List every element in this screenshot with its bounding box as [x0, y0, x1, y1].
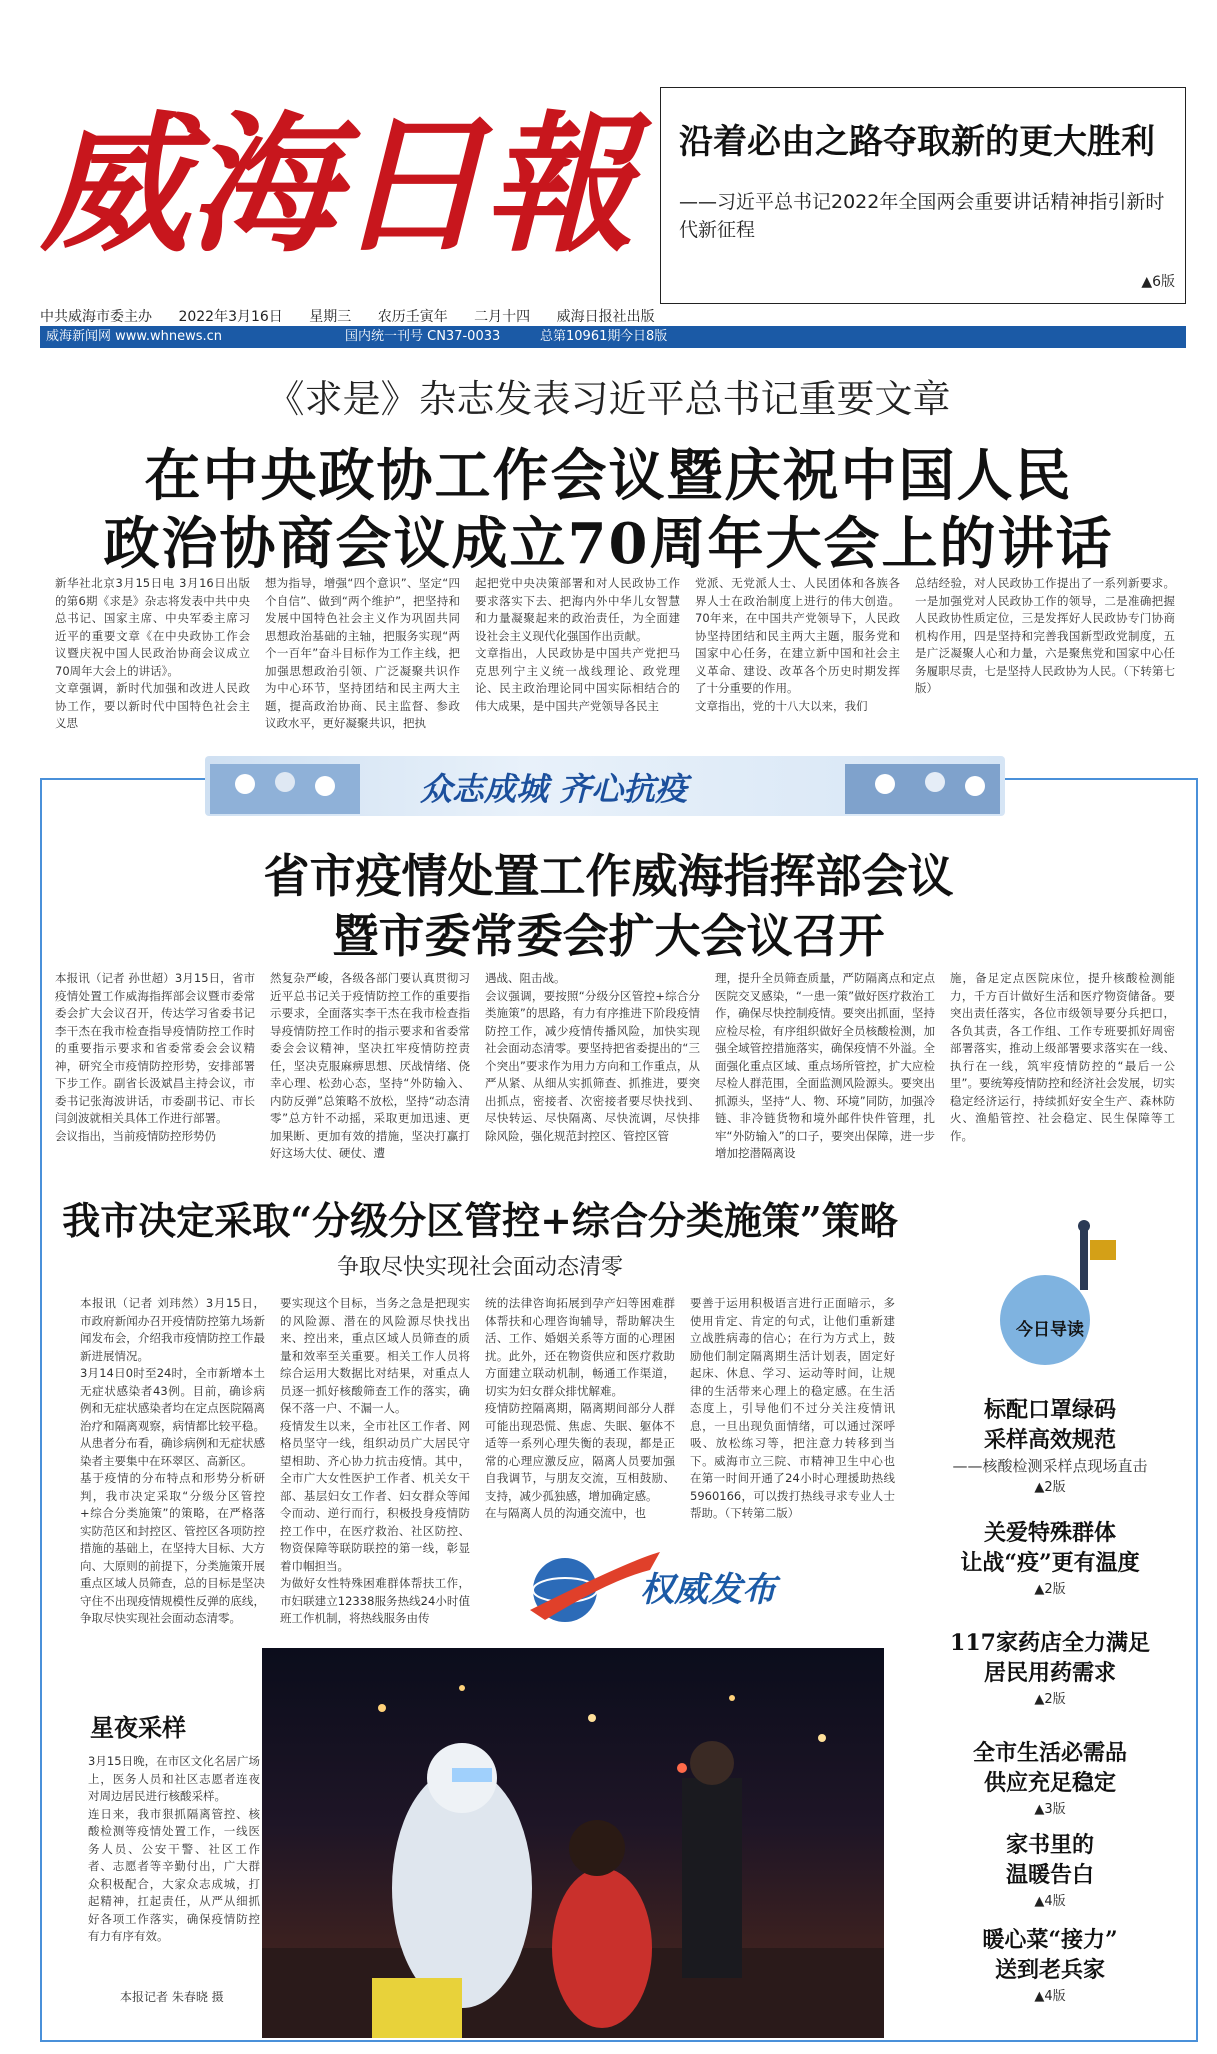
- lead-column: 起把党中央决策部署和对人民政协工作要求落实下去、把海内外中华儿女智慧和力量凝聚起来的政治责任，为全面建设社会主义现代化强国作出贡献。 文章指出，人民政协是中国共产党把马克思列宁主义统一战线理论、政党理论、民主政治理论同中国实际相结合的伟大成果，是中国共产党领导各民主: [475, 576, 680, 713]
- issue-date: 2022年3月16日: [178, 309, 283, 325]
- guide-item-subtitle: ——核酸检测采样点现场直击: [952, 1457, 1148, 1475]
- guide-item-page: ▲4版: [1034, 1989, 1066, 2004]
- section-column: 施，备足定点医院床位，提升核酸检测能力，千方百计做好生活和医疗物资储备。要突出责任落实，各位市级领导要分兵把口，各负其责，各工作组、工作专班要抓好周密部署落实，推动上级部署要求落实在一线、执行在一线，筑牢疫情防控的“最后一公里”。要统筹疫情防控和经济社会发展，切实稳定经济运行，持续抓好安全生产、森林防火、渔船管控、社会稳定、民生保障等工作。: [950, 971, 1175, 1143]
- guide-item-title: 标配口罩绿码 采样高效规范: [983, 1397, 1116, 1453]
- authority-release-text: 权威发布: [640, 1570, 776, 1610]
- section-column: 遇战、阻击战。 会议强调，要按照“分级分区管控+综合分类施策”的思路，有力有序推进下阶段疫情防控工作，减少疫情传播风险，加快实现社会面动态清零。要坚持把省委提出的“三个突出”要求作为用力方向和工作重点，从严从紧、从细从实抓筛查、抓推进，要突出抓点，密接者、次密接者要尽快找到、尽快转运、尽快隔离、尽快流调，尽快排除风险，强化规范封控区、管控区管: [485, 971, 700, 1143]
- sponsor-text: 中共威海市委主办: [40, 309, 152, 325]
- policy-column: 要实现这个目标，当务之急是把现实的风险源、潜在的风险源尽快找出来、控出来，重点区域人员筛查的质量和效率至关重要。相关工作人员将综合运用大数据比对结果，对重点人员逐一抓好核酸筛查工作的落实，确保不落一户、不漏一人。 疫情发生以来，全市社区工作者、网格员坚守一线，组织动员广大居民守望相助、齐心协力抗击疫情。其中，全市广大女性医护工作者、机关女干部、基层妇女工作者、妇女群众等闻令而动、逆行而行，积极投身疫情防控工作中，在医疗救治、社区防控、物资保障等联防联控的第一线，彰显着巾帼担当。 为做好女性特殊困难群体帮扶工作，市妇联建立12338服务热线24小时值班工作机制，将热线服务由传: [280, 1296, 470, 1625]
- lunar-day: 二月十四: [474, 309, 531, 325]
- headline-box-title: 沿着必由之路夺取新的更大胜利: [679, 122, 1155, 162]
- lead-title-line2[interactable]: 政治协商会议成立70周年大会上的讲话: [103, 511, 1114, 577]
- guide-item-page: ▲2版: [1034, 1582, 1066, 1597]
- policy-title[interactable]: 我市决定采取“分级分区管控+综合分类施策”策略: [62, 1198, 898, 1243]
- photo-caption-title: 星夜采样: [90, 1713, 186, 1742]
- headline-box-page-ref: ▲6版: [1141, 274, 1175, 290]
- guide-item-page: ▲2版: [1034, 1480, 1066, 1495]
- photo-caption: [60, 1648, 260, 2008]
- guide-item-title: 全市生活必需品 供应充足稳定: [972, 1740, 1127, 1796]
- serial-number: 国内统一刊号 CN37-0033: [345, 329, 501, 344]
- guide-item-title: 117家药店全力满足 居民用药需求: [950, 1630, 1150, 1686]
- publication-bar: [40, 326, 1186, 348]
- lead-title-line1[interactable]: 在中央政协工作会议暨庆祝中国人民: [144, 443, 1073, 509]
- publisher-text: 威海日报社出版: [556, 309, 655, 325]
- issue-number: 总第10961期: [540, 329, 621, 344]
- guide-item-page: ▲4版: [1034, 1894, 1066, 1909]
- night-sampling-photo-icon: [262, 1648, 884, 2038]
- lead-column: 新华社北京3月15日电 3月16日出版的第6期《求是》杂志将发表中共中央总书记、国家主席、中央军委主席习近平的重要文章《在中央政协工作会议暨庆祝中国人民政治协商会议成立70周年大会上的讲话》。 文章强调，新时代加强和改进人民政协工作，要以新时代中国特色社会主义思: [55, 576, 250, 730]
- guide-item[interactable]: [930, 1738, 1170, 1817]
- guide-item[interactable]: [930, 1830, 1170, 1909]
- policy-column: 本报讯（记者 刘玮然）3月15日，市政府新闻办召开疫情防控第九场新闻发布会，介绍我市疫情防控工作最新进展情况。 3月14日0时至24时，全市新增本土无症状感染者43例。目前，确诊病例和无症状感染者均在定点医院隔离治疗和隔离观察，病情都比较平稳。从患者分布看，确诊病例和无症状感染者主要集中在环翠区、高新区。 基于疫情的分布特点和形势分析研判，我市决定采取“分级分区管控+综合分类施策”的策略，在严格落实防范区和封控区、管控区各项防控措施的基础上，在坚持大目标、大方向、大原则的前提下，分类施策开展重点区域人员筛查，总的目标是坚决守住不出现疫情规模性反弹的底线，争取尽快实现社会面动态清零。: [80, 1296, 265, 1625]
- photo-caption-body: 3月15日晚，在市区文化名居广场上，医务人员和社区志愿者连夜对周边居民进行核酸采样。 连日来，我市狠抓隔离管控、核酸检测等疫情处置工作，一线医务人员、公安干警、社区工作者、志愿者等辛勤付出，广大群众积极配合，大家众志成城，打起精神，扛起责任，从严从细抓好各项工作落实，确保疫情防控有力有序有效。: [88, 1754, 260, 1943]
- issue-weekday: 星期三: [309, 309, 352, 325]
- authority-release-badge: [510, 1540, 890, 1630]
- headline-box[interactable]: [660, 87, 1186, 304]
- guide-item[interactable]: [930, 1628, 1170, 1707]
- section-title-line1[interactable]: 省市疫情处置工作威海指挥部会议: [263, 849, 954, 903]
- policy-column: 统的法律咨询拓展到孕产妇等困难群体帮扶和心理咨询辅导，帮助解决生活、工作、婚姻关系等方面的心理困扰。此外，还在物资供应和医疗救助方面建立联动机制，畅通工作渠道，切实为妇女群众排忧解难。 疫情防控隔离期，隔离期间部分人群可能出现恐慌、焦虑、失眠、躯体不适等一系列心理失衡的表现，都是正常的心理应激反应，隔离人员要加强自我调节，与朋友交流，互相鼓励、支持，减少孤独感，增加确定感。 在与隔离人员的沟通交流中，也: [485, 1296, 675, 1520]
- guide-item-page: ▲3版: [1034, 1802, 1066, 1817]
- guide-header: [930, 1315, 1170, 1340]
- guide-item[interactable]: [930, 1518, 1170, 1597]
- guide-item-page: ▲2版: [1034, 1692, 1066, 1707]
- section-title-line2[interactable]: 暨市委常委会扩大会议召开: [332, 909, 885, 963]
- section-column: 理，提升全员筛查质量，严防隔离点和定点医院交叉感染，“一患一策”做好医疗救治工作，确保尽快控制疫情。要突出抓面，坚持应检尽检，有序组织做好全员核酸检测，加强全域管控措施落实，确保疫情不外溢。全面强化重点区域、重点场所管控，扩大应检尽检人群范围，全面监测风险源头。要突出抓源头，坚持“人、物、环境”同防，加强冷链、非冷链货物和境外邮件快件管理，扎牢“外防输入”的口子，要突出保障，进一步增加挖潜隔离设: [715, 971, 935, 1160]
- guide-item-title: 暖心菜“接力” 送到老兵家: [982, 1927, 1118, 1983]
- policy-column: 要善于运用积极语言进行正面暗示，多使用肯定、肯定的句式，让他们重新建立战胜病毒的信心；在行为方式上，鼓励他们制定隔离期生活计划表，固定好起床、休息、学习、运动等时间，让规律的生活带来心理上的稳定感。在生活态度上，引导他们不过分关注疫情讯息，一旦出现负面情绪，可以通过深呼吸、放松练习等，把注意力转移到当下。威海市立三院、市精神卫生中心也在第一时间开通了24小时心理援助热线5960166，可以拨打热线寻求专业人士帮助。（下转第二版）: [690, 1296, 895, 1520]
- lead-column: 想为指导，增强“四个意识”、坚定“四个自信”、做到“两个维护”，把坚持和发展中国特色社会主义作为巩固共同思想政治基础的主轴，把服务实现“两个一百年”奋斗目标作为工作主线，把加强思想政治引领、广泛凝聚共识作为中心环节，坚持团结和民主两大主题，提高政治协商、民主监督、参政议政水平，更好凝聚共识，把执: [265, 576, 460, 730]
- night-sampling-photo: [262, 1648, 884, 2038]
- lead-column: 党派、无党派人士、人民团体和各族各界人士在政治制度上进行的伟大创造。70年来，在中国共产党领导下，人民政协坚持团结和民主两大主题，服务党和国家中心任务，在建立新中国和社会主义革命、建设、改革各个历史时期发挥了十分重要的作用。 文章指出，党的十八大以来，我们: [695, 576, 900, 713]
- policy-subtitle: 争取尽快实现社会面动态清零: [336, 1255, 623, 1280]
- guide-item-title: 关爱特殊群体 让战“疫”更有温度: [960, 1520, 1140, 1576]
- lead-column: 总结经验，对人民政协工作提出了一系列新要求。一是加强党对人民政协工作的领导，二是准确把握人民政协性质定位，三是发挥好人民政协专门协商机构作用，四是坚持和完善我国新型政党制度，五是广泛凝聚人心和力量，六是聚焦党和国家中心任务履职尽责，七是坚持人民政协为人民。（下转第七版）: [915, 576, 1175, 695]
- website-link[interactable]: 威海新闻网 www.whnews.cn: [46, 329, 223, 344]
- guide-item[interactable]: [930, 1395, 1170, 1495]
- page-count: 今日8版: [620, 329, 668, 344]
- guide-header-text: 今日导读: [1016, 1320, 1084, 1340]
- photo-credit: 本报记者 朱春晓 摄: [120, 1990, 224, 2004]
- section-column: 然复杂严峻，各级各部门要认真贯彻习近平总书记关于疫情防控工作的重要指示要求，全面落实李干杰在我市检查指导疫情防控工作时的指示要求和省委常委会会议精神，坚决扛牢疫情防控责任，坚决克服麻痹思想、厌战情绪、侥幸心理、松劲心态，坚持“外防输入、内防反弹”总策略不放松，坚持“动态清零”总方针不动摇，采取更加迅速、更加果断、更加有效的措施，坚决打赢打好这场大仗、硬仗、遭: [270, 971, 470, 1160]
- guide-item-title: 家书里的 温暖告白: [1005, 1832, 1094, 1888]
- section-column: 本报讯（记者 孙世超）3月15日，省市疫情处置工作威海指挥部会议暨市委常委会扩大会议召开，传达学习省委书记李干杰在我市检查指导疫情防控工作时的重要指示要求和省委常委会会议精神，研究全市疫情防控形势，安排部署下步工作。副省长汲斌昌主持会议，市委书记张海波讲话，市委副书记、市长闫剑波就相关具体工作进行部署。 会议指出，当前疫情防控形势仍: [55, 971, 255, 1143]
- lunar-year: 农历壬寅年: [377, 309, 448, 325]
- masthead-char: 威: [40, 97, 185, 273]
- issue-info-bar: [40, 306, 1186, 326]
- masthead-logo: [40, 90, 640, 280]
- today-guide-panel: [930, 1220, 1170, 2030]
- headline-box-subtitle: ——习近平总书记2022年全国两会重要讲话精神指引新时代新征程: [679, 191, 1165, 241]
- masthead-char: 日: [336, 97, 481, 273]
- lead-kicker: 《求是》杂志发表习近平总书记重要文章: [266, 377, 951, 421]
- guide-item[interactable]: [930, 1925, 1170, 2004]
- masthead-char: 海: [188, 97, 333, 273]
- masthead-char: 報: [484, 97, 629, 273]
- banner-text: 众志成城 齐心抗疫: [420, 770, 688, 808]
